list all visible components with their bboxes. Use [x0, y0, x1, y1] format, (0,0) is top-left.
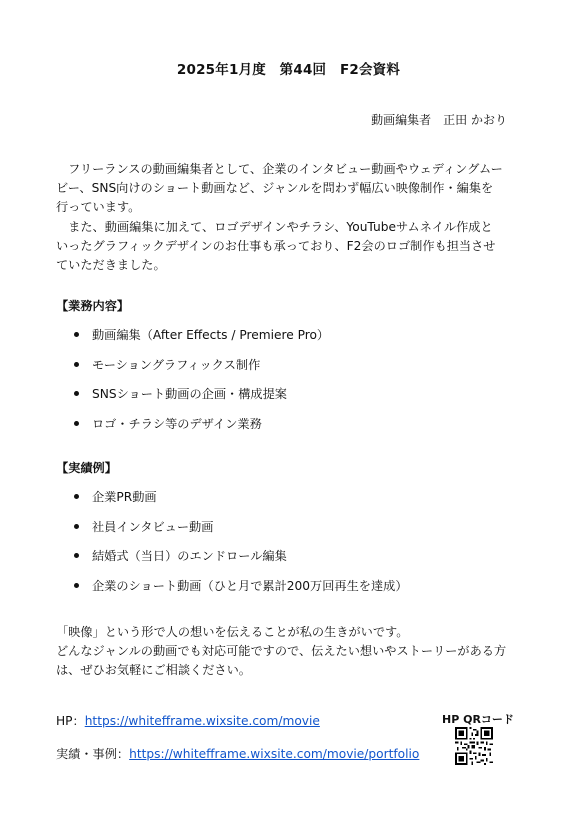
intro-line: フリーランスの動画編集者として、企業のインタビュー動画やウェディングムー: [56, 162, 503, 176]
hp-link[interactable]: https://whitefframe.wixsite.com/movie: [84, 714, 320, 728]
intro-paragraph: [56, 160, 526, 217]
qr-code-icon[interactable]: [455, 727, 493, 765]
closing-line: 「映像」という形で人の想いを伝えることが私の生きがいです。: [56, 625, 409, 639]
bullet-icon: [74, 332, 79, 337]
bullet-icon: [74, 494, 79, 499]
works-list: [74, 488, 534, 606]
list-item: [74, 356, 534, 386]
hp-label: HP：: [56, 714, 85, 728]
list-item-text: 結婚式（当日）のエンドロール編集: [92, 549, 287, 563]
list-item: [74, 385, 534, 415]
qr-label: HP QRコード: [442, 713, 514, 726]
list-item: [74, 518, 534, 548]
list-item-text: ロゴ・チラシ等のデザイン業務: [92, 416, 262, 431]
list-item: [74, 577, 534, 607]
second-paragraph: [56, 218, 526, 275]
list-item: [74, 488, 534, 518]
bullet-icon: [74, 391, 79, 396]
hp-row: [56, 712, 320, 729]
closing-paragraph: [56, 623, 526, 680]
intro-line: 行っています。: [56, 200, 141, 214]
bullet-icon: [74, 583, 79, 588]
second-line: ていただきました。: [56, 258, 166, 272]
closing-line: どんなジャンルの動画でも対応可能ですので、伝えたい想いやストーリーがある方: [56, 644, 507, 658]
business-list: [74, 326, 534, 444]
list-item-text: モーショングラフィックス制作: [92, 357, 261, 372]
second-line: また、動画編集に加えて、ロゴデザインやチラシ、YouTubeサムネイル作成と: [56, 220, 493, 234]
second-line: いったグラフィックデザインのお仕事も承っており、F2会のロゴ制作も担当させ: [56, 239, 496, 253]
list-item: [74, 415, 534, 445]
portfolio-link[interactable]: https://whitefframe.wixsite.com/movie/portfolio: [129, 747, 420, 761]
list-item-text: SNSショート動画の企画・構成提案: [92, 387, 287, 401]
list-item: [74, 547, 534, 577]
closing-line: は、ぜひお気軽にご相談ください。: [56, 663, 251, 677]
bullet-icon: [74, 553, 79, 558]
intro-line: ビー、SNS向けのショート動画など、ジャンルを問わず幅広い映像制作・編集を: [56, 181, 494, 195]
author-name: 動画編集者 正田 かおり: [371, 113, 507, 127]
list-item: [74, 326, 534, 356]
list-item-text: 社員インタビュー動画: [92, 519, 214, 534]
list-item-text: 動画編集（After Effects / Premiere Pro）: [92, 328, 330, 342]
list-item-text: 企業のショート動画（ひと月で累計200万回再生を達成）: [92, 578, 408, 593]
bullet-icon: [74, 362, 79, 367]
business-heading: 【業務内容】: [56, 299, 130, 313]
works-row: [56, 745, 419, 762]
bullet-icon: [74, 421, 79, 426]
list-item-text: 企業PR動画: [92, 490, 157, 504]
document-title: 2025年1月度 第44回 F2会資料: [176, 62, 401, 78]
works-label: 実績・事例：: [56, 747, 130, 761]
bullet-icon: [74, 524, 79, 529]
works-heading: 【実績例】: [56, 461, 117, 475]
